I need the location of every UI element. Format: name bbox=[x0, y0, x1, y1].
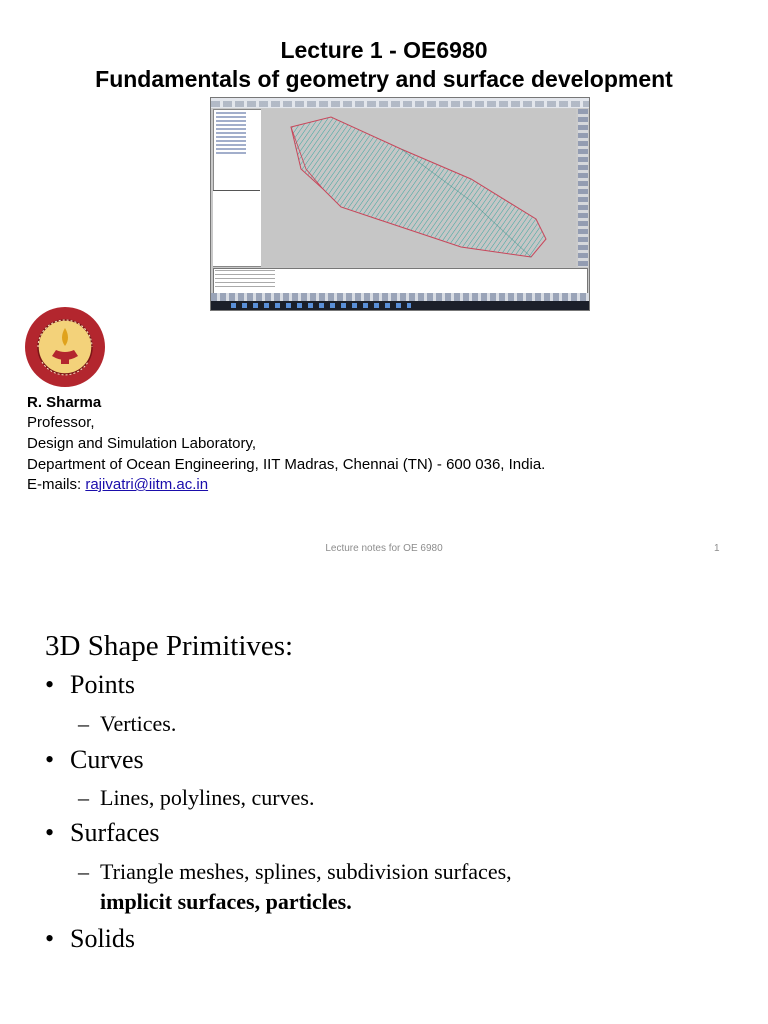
list-item-label: Curves bbox=[70, 745, 144, 774]
lecture-title: Lecture 1 - OE6980 bbox=[280, 37, 488, 63]
bullet-icon: • bbox=[45, 670, 55, 699]
bullet-icon: • bbox=[45, 818, 55, 847]
cad-toolbar bbox=[211, 101, 589, 107]
cad-tree-items bbox=[216, 112, 246, 154]
taskbar-icons bbox=[231, 303, 411, 308]
list-item bbox=[45, 817, 160, 849]
dash-icon: – bbox=[78, 711, 89, 736]
sub-list-item bbox=[78, 858, 512, 886]
sub-list-item bbox=[78, 784, 314, 812]
cad-command-text bbox=[215, 270, 275, 288]
page-number: 1 bbox=[714, 543, 720, 554]
sub-list-item-continuation: implicit surfaces, particles. bbox=[100, 889, 352, 914]
dash-icon: – bbox=[78, 785, 89, 810]
slide-title: 3D Shape Primitives: bbox=[45, 630, 294, 662]
list-item-label: Points bbox=[70, 670, 136, 699]
sub-list-item bbox=[78, 710, 176, 738]
sub-list-item-label: Lines, polylines, curves. bbox=[100, 785, 315, 810]
list-item bbox=[45, 744, 144, 776]
sub-list-item-label: Vertices. bbox=[100, 711, 177, 736]
footer-text: Lecture notes for OE 6980 bbox=[325, 543, 443, 554]
author-email-line bbox=[27, 475, 208, 495]
list-item-label: Solids bbox=[70, 924, 136, 953]
email-label: E-mails: bbox=[27, 476, 86, 493]
cad-screenshot bbox=[210, 97, 590, 311]
list-item bbox=[45, 669, 135, 701]
iitm-emblem-icon bbox=[24, 306, 106, 388]
lecture-subtitle: Fundamentals of geometry and surface development bbox=[95, 66, 673, 92]
bullet-icon: • bbox=[45, 745, 55, 774]
hull-surface-icon bbox=[261, 109, 576, 267]
bullet-icon: • bbox=[45, 924, 55, 953]
dash-icon: – bbox=[78, 859, 89, 884]
cad-properties-panel bbox=[213, 190, 260, 266]
list-item-label: Surfaces bbox=[70, 818, 160, 847]
cad-status-bar bbox=[211, 293, 589, 301]
list-item bbox=[45, 923, 135, 955]
author-department: Department of Ocean Engineering, IIT Madras, Chennai (TN) - 600 036, India. bbox=[27, 456, 546, 473]
author-role: Professor, bbox=[27, 414, 95, 431]
sub-list-item-label: Triangle meshes, splines, subdivision surfaces, bbox=[100, 859, 512, 884]
email-link[interactable]: rajivatri@iitm.ac.in bbox=[85, 476, 209, 493]
cad-side-toolbar bbox=[578, 109, 588, 267]
author-lab: Design and Simulation Laboratory, bbox=[27, 435, 257, 452]
author-name: R. Sharma bbox=[27, 394, 102, 411]
